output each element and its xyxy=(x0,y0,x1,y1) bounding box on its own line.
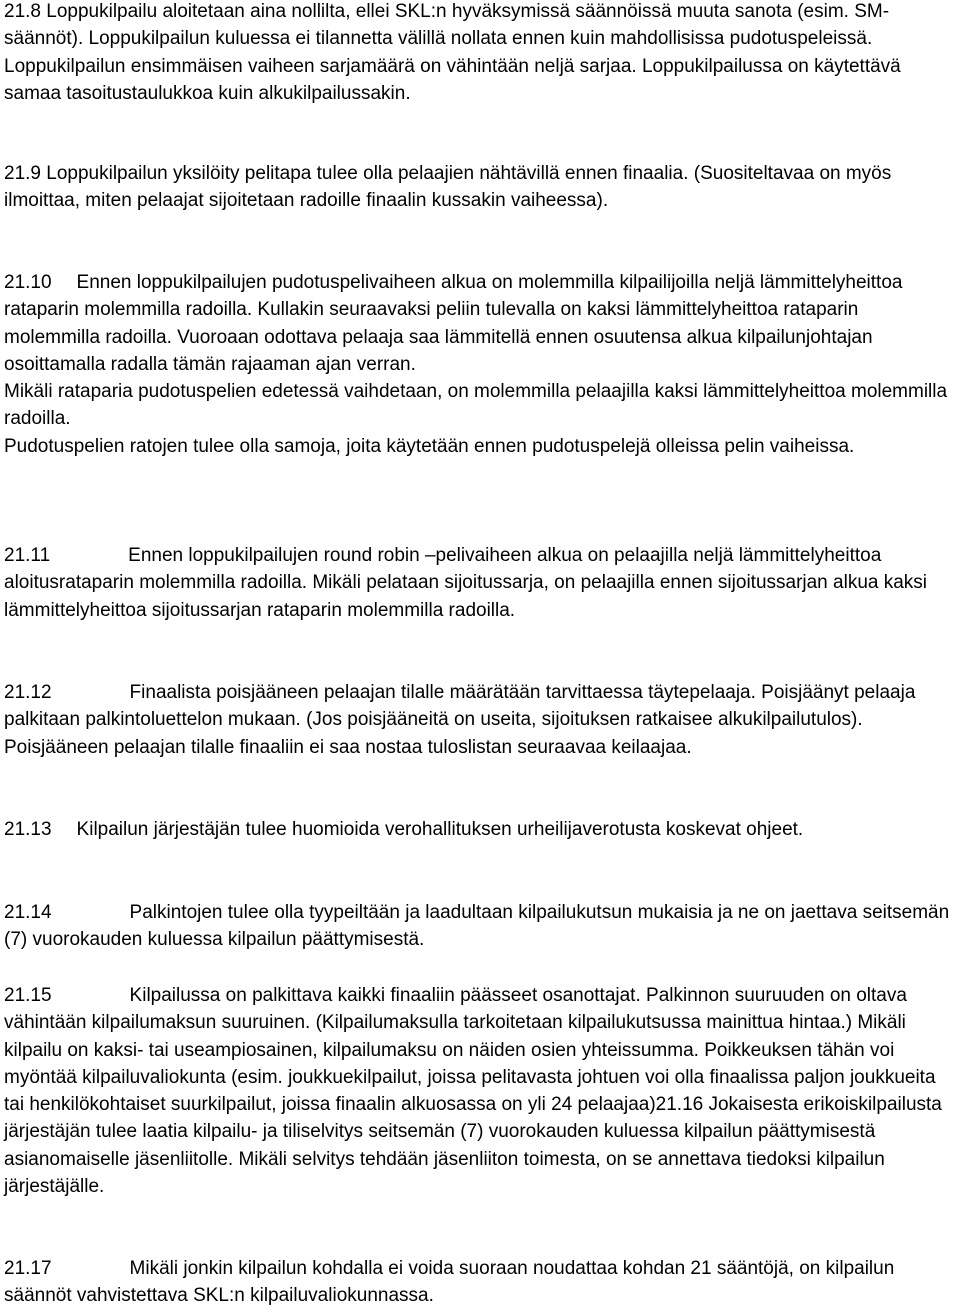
section-number: 21.15 xyxy=(4,985,52,1006)
section-number: 21.17 xyxy=(4,1258,52,1279)
section-text: 21.8 Loppukilpailu aloitetaan aina nollilta, ellei SKL:n hyväksymissä säännöissä muuta sanota (esim. SM-säännöt). Loppukilpailun kuluessa ei tilannetta välillä nollata ennen kuin mahdollisissa pudotuspeleissä. Loppukilpailun ensimmäisen vaiheen sarjamäärä on vähintään neljä sarjaa. Loppukilpailussa on käytettävä samaa tasoitustaulukkoa kuin alkukilpailussakin. xyxy=(4,1,901,104)
section-number: 21.11 xyxy=(4,545,51,566)
section-extra-2: Pudotuspelien ratojen tulee olla samoja, joita käytetään ennen pudotuspelejä olleissa pelin vaiheissa. xyxy=(4,435,855,457)
section-21-10 xyxy=(4,269,958,460)
section-number: 21.12 xyxy=(4,682,52,703)
section-text: Palkintojen tulee olla tyypeiltään ja laadultaan kilpailukutsun mukaisia ja ne on jaettava seitsemän (7) vuorokauden kuluessa kilpailun päättymisestä. xyxy=(4,902,950,951)
section-number: 21.10 xyxy=(4,272,52,293)
section-text: Mikäli jonkin kilpailun kohdalla ei voida suoraan noudattaa kohdan 21 sääntöjä, on kilpailun säännöt vahvistettava SKL:n kilpailuvaliokunnassa. xyxy=(4,1258,895,1307)
section-21-8 xyxy=(4,0,958,107)
section-extra-1: Mikäli rataparia pudotuspelien edetessä vaihdetaan, on molemmilla pelaajilla kaksi lämmittelyheittoa molemmilla radoilla. xyxy=(4,381,948,430)
section-21-17 xyxy=(4,1255,958,1310)
section-21-13 xyxy=(4,816,803,843)
section-text: Finaalista poisjääneen pelaajan tilalle määrätään tarvittaessa täytepelaaja. Poisjäänyt pelaaja palkitaan palkintoluettelon mukaan. (Jos poisjääneitä on useita, sijoituksen ratkaisee alkukilpailutulos). Poisjääneen pelaajan tilalle finaaliin ei saa nostaa tuloslistan seuraavaa keilaajaa. xyxy=(4,682,916,758)
section-21-11 xyxy=(4,542,958,624)
section-text: Kilpailun järjestäjän tulee huomioida verohallituksen urheilijaverotusta koskevat ohjeet. xyxy=(76,819,804,840)
section-text: 21.9 Loppukilpailun yksilöity pelitapa tulee olla pelaajien nähtävillä ennen finaalia. (Suositeltavaa on myös ilmoittaa, miten pelaajat sijoitetaan radoille finaalin kussakin vaiheessa). xyxy=(4,163,892,212)
section-text: Ennen loppukilpailujen pudotuspelivaiheen alkua on molemmilla kilpailijoilla neljä lämmittelyheittoa rataparin molemmilla radoilla. Kullakin seuraavaksi peliin tulevalla on kaksi lämmittelyheittoa rataparin molemmilla radoilla. Vuoroaan odottava pelaaja saa lämmitellä ennen osuutensa alkua kilpailunjohtajan osoittamalla radalla tämän rajaaman ajan verran. xyxy=(4,272,903,375)
section-21-15 xyxy=(4,982,958,1200)
section-text: Ennen loppukilpailujen round robin –pelivaiheen alkua on pelaajilla neljä lämmittelyheittoa aloitusrataparin molemmilla radoilla. Mikäli pelataan sijoitussarja, on pelaajilla ennen sijoitussarjan alkua kaksi lämmittelyheittoa sijoitussarjan rataparin molemmilla radoilla. xyxy=(4,545,928,621)
section-number: 21.14 xyxy=(4,902,52,923)
section-21-9 xyxy=(4,160,958,215)
section-21-12 xyxy=(4,679,958,761)
section-21-14 xyxy=(4,899,958,954)
section-text: Kilpailussa on palkittava kaikki finaaliin päässeet osanottajat. Palkinnon suuruuden on oltava vähintään kilpailumaksun suuruinen. (Kilpailumaksulla tarkoitetaan kilpailukutsussa mainittua hintaa.) Mikäli kilpailu on kaksi- tai useampiosainen, kilpailumaksu on näiden osien yhteissumma. Poikkeuksen tähän voi myöntää kilpailuvaliokunta (esim. joukkuekilpailut, joissa pelitavasta johtuen voi olla finaalissa paljon joukkueita tai henkilökohtaiset suurkilpailut, joissa finaalin alkuosassa on yli 24 pelaajaa)21.16 Jokaisesta erikoiskilpailusta järjestäjän tulee laatia kilpailu- ja tiliselvitys seitsemän (7) vuorokauden kuluessa kilpailun päättymisestä asianomaiselle jäsenliitolle. Mikäli selvitys tehdään jäsenliiton toimesta, on se annettava tiedoksi kilpailun järjestäjälle. xyxy=(4,985,942,1198)
section-number: 21.13 xyxy=(4,819,52,840)
